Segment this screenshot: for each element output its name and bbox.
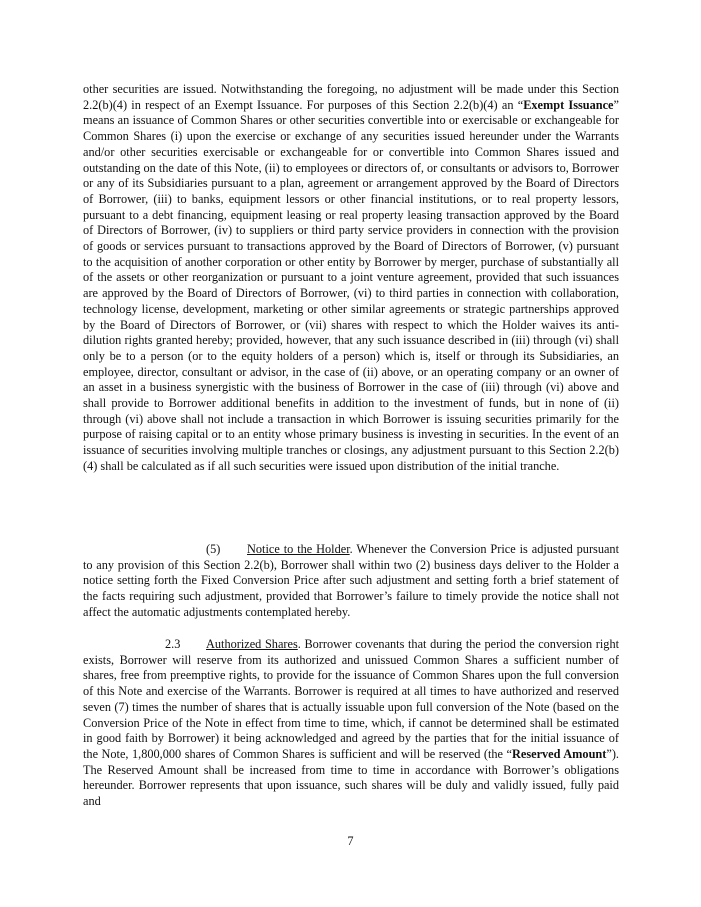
paragraph-text: ” means an issuance of Common Shares or other securities convertible into or exercisable or exchangeable for Common Shares (i) upon the exercise or exchange of any securities issued hereunder under the Warrants and/or other securities exercisable or exchangeable for or convertible into Common Shares issued and outstanding on the date of this Note, (ii) to employees or directors of, or consultants or advisors to, Borrower or any of its Subsidiaries pursuant to a plan, agreement or arrangement approved by the Board of Directors of Borrower, (iii) to banks, equipment lessors or other financial institutions, or to real property lessors, pursuant to a debt financing, equipment leasing or real property leasing transaction approved by the Board of Directors of Borrower, (iv) to suppliers or third party service providers in connection with the provision of goods or services pursuant to transactions approved by the Board of Directors of Borrower, (v) pursuant to the acquisition of another corporation or other entity by Borrower by merger, purchase of substantially all of the assets or other reorganization or pursuant to a joint venture agreement, provided that such issuances are approved by the Board of Directors of Borrower, (vi) to third parties in connection with collaboration, technology license, development, marketing or other similar agreements or strategic partnerships approved by the Board of Directors of Borrower, or (vii) shares with respect to which the Holder waives its anti-dilution rights granted hereby; provided, however, that any such issuance described in (iii) through (vi) shall only be to a person (or to the equity holders of a person) which is, itself or through its Subsidiaries, an employee, director, consultant or advisor, in the case of (ii) above, or an operating company or an owner of an asset in a business synergistic with the business of Borrower in the case of (iii) through (vi) above and shall provide to Borrower additional benefits in addition to the investment of funds, but in none of (ii) through (vi) above shall not include a transaction in which Borrower is issuing securities primarily for the purpose of raising capital or to an entity whose primary business is investing in securities. In the event of an issuance of securities involving multiple tranches or closings, any adjustment pursuant to this Section 2.2(b)(4) shall be calculated as if all such securities were issued upon distribution of the initial tranche.: [83, 97, 619, 473]
section-number: (5): [206, 542, 221, 556]
defined-term-exempt-issuance: Exempt Issuance: [523, 97, 614, 112]
section-number: 2.3: [165, 637, 181, 651]
paragraph-notice-to-holder: [83, 542, 619, 621]
paragraph-authorized-shares: [83, 637, 619, 810]
paragraph-text: ”). The Reserved Amount shall be increased from time to time in accordance with Borrower’s obligations hereunder. Borrower represents that upon issuance, such shares will be duly and validly issued, fully paid and: [83, 746, 619, 809]
section-heading: Notice to the Holder: [247, 542, 350, 556]
paragraph-text: . Whenever the Conversion Price is adjusted pursuant to any provision of this Section 2.2(b), Borrower shall within two (2) business days deliver to the Holder a notice setting forth the Fixed Conversion Price after such adjustment and setting forth a brief statement of the facts requiring such adjustment, provided that Borrower’s failure to timely provide the notice shall not affect the automatic adjustments contemplated hereby.: [83, 542, 619, 619]
paragraph-text: other securities are issued. Notwithstanding the foregoing, no adjustment will be made under this Section 2.2(b)(4) in respect of an Exempt Issuance. For purposes of this Section 2.2(b)(4) an “: [83, 82, 619, 112]
defined-term-reserved-amount: Reserved Amount: [511, 746, 607, 761]
paragraph-exempt-issuance: [83, 82, 619, 475]
page-number: 7: [347, 834, 354, 848]
paragraph-text: . Borrower covenants that during the period the conversion right exists, Borrower will reserve from its authorized and unissued Common Shares a sufficient number of shares, free from preemptive rights, to provide for the issuance of Common Shares upon the full conversion of this Note and exercise of the Warrants. Borrower is required at all times to have authorized and reserved seven (7) times the number of shares that is actually issuable upon full conversion of the Note (based on the Conversion Price of the Note in effect from time to time, which, if cannot be determined shall be estimated in good faith by Borrower) it being acknowledged and agreed by the parties that for the initial issuance of the Note, 1,800,000 shares of Common Shares is sufficient and will be reserved (the “: [83, 637, 620, 761]
section-heading: Authorized Shares: [206, 637, 298, 651]
